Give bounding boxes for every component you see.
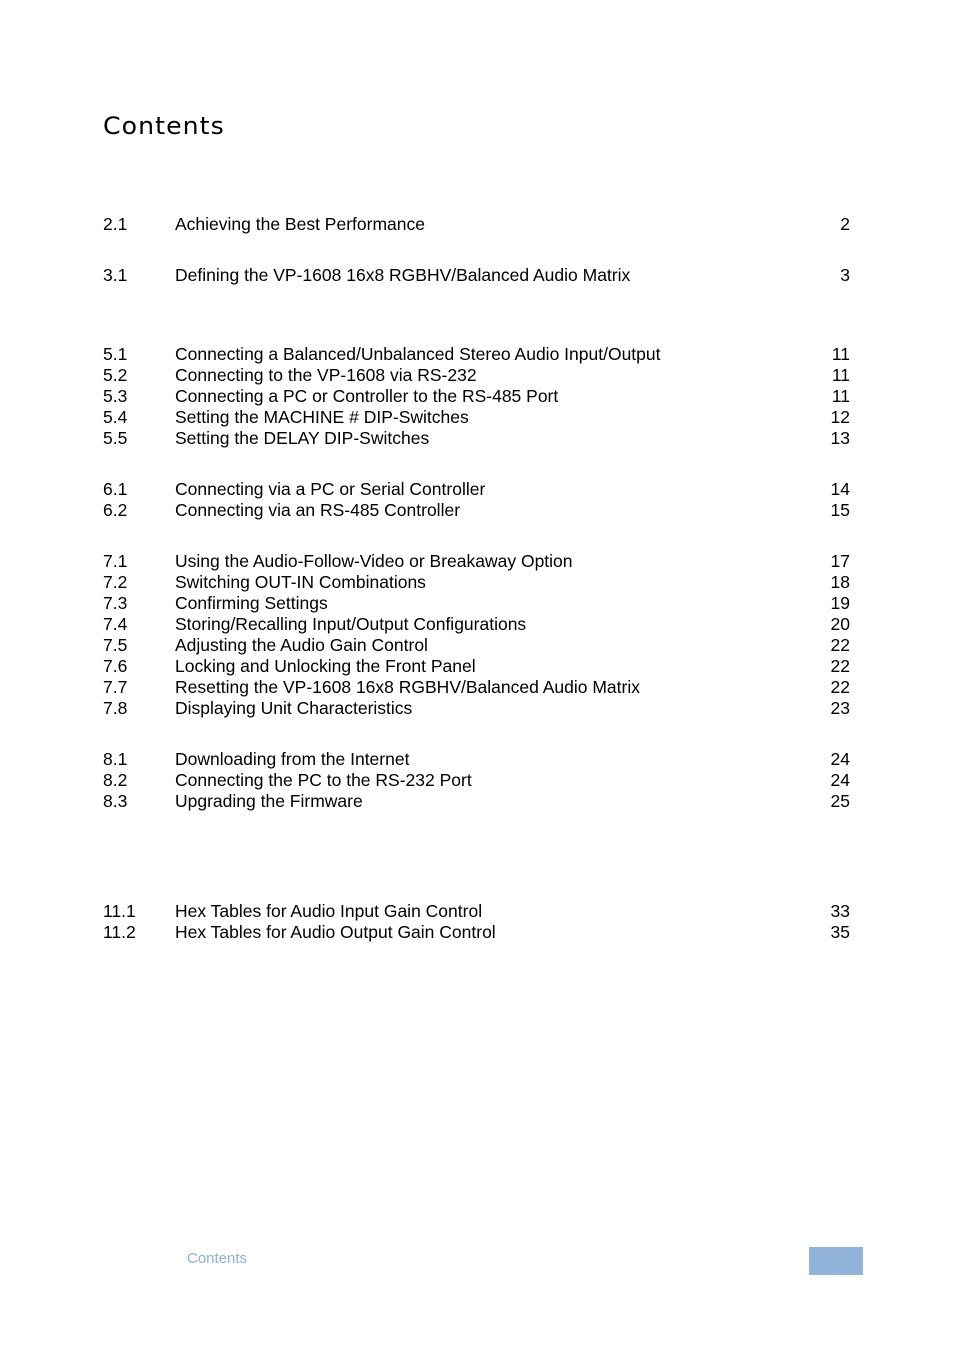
toc-entry-number: 7.2 <box>103 572 128 592</box>
toc-entry[interactable] <box>103 791 850 812</box>
toc-group-spacer <box>103 812 850 901</box>
toc-entry-page: 13 <box>830 428 850 448</box>
toc-entry-title: Downloading from the Internet <box>175 749 410 769</box>
toc-entry-number: 7.1 <box>103 551 128 571</box>
toc-entry-page: 17 <box>830 551 850 571</box>
page-title: Contents <box>103 112 225 140</box>
toc-entry[interactable] <box>103 365 850 386</box>
toc-group <box>103 479 850 521</box>
toc-entry-number: 11.2 <box>103 922 136 942</box>
toc-entry-page: 35 <box>830 922 850 942</box>
toc-entry[interactable] <box>103 265 850 286</box>
toc-entry-page: 18 <box>830 572 850 592</box>
toc-entry-number: 7.4 <box>103 614 128 634</box>
toc-group <box>103 551 850 719</box>
toc-entry-title: Connecting a Balanced/Unbalanced Stereo Audio Input/Output <box>175 344 661 364</box>
footer-section-label: Contents <box>187 1250 248 1267</box>
toc-entry-title: Hex Tables for Audio Input Gain Control <box>175 901 483 921</box>
toc-entry[interactable] <box>103 922 850 943</box>
toc-entry-title: Connecting via an RS-485 Controller <box>175 500 461 520</box>
toc-entry-page: 14 <box>830 479 850 499</box>
toc-entry-title: Using the Audio-Follow-Video or Breakaway Option <box>175 551 573 571</box>
toc-entry-page: 2 <box>840 214 850 234</box>
toc-entry[interactable] <box>103 572 850 593</box>
toc-entry-page: 22 <box>830 656 850 676</box>
toc-group-spacer <box>103 719 850 749</box>
toc-entry[interactable] <box>103 593 850 614</box>
toc-entry[interactable] <box>103 635 850 656</box>
toc-entry[interactable] <box>103 479 850 500</box>
toc-entry-page: 11 <box>831 365 850 385</box>
toc-entry-title: Setting the DELAY DIP-Switches <box>175 428 430 448</box>
toc-entry[interactable] <box>103 428 850 449</box>
toc-group <box>103 214 850 235</box>
toc-entry[interactable] <box>103 614 850 635</box>
toc-entry[interactable] <box>103 698 850 719</box>
toc-entry[interactable] <box>103 656 850 677</box>
toc-group <box>103 265 850 286</box>
toc-entry-number: 6.1 <box>103 479 128 499</box>
toc-entry-title: Connecting the PC to the RS-232 Port <box>175 770 472 790</box>
toc-entry-page: 11 <box>831 386 850 406</box>
toc-entry[interactable] <box>103 770 850 791</box>
toc-entry-title: Upgrading the Firmware <box>175 791 363 811</box>
toc-entry-title: Defining the VP-1608 16x8 RGBHV/Balanced Audio Matrix <box>175 265 631 285</box>
toc-group <box>103 749 850 812</box>
toc-entry-page: 22 <box>830 677 850 697</box>
toc-entry-number: 7.5 <box>103 635 128 655</box>
toc-entry-title: Connecting to the VP-1608 via RS-232 <box>175 365 477 385</box>
toc-entry-page: 25 <box>830 791 850 811</box>
toc-entry[interactable] <box>103 386 850 407</box>
toc-entry-page: 19 <box>830 593 850 613</box>
toc-entry-title: Adjusting the Audio Gain Control <box>175 635 428 655</box>
toc-entry-page: 23 <box>830 698 850 718</box>
toc-group-spacer <box>103 286 850 344</box>
toc-entry-number: 5.5 <box>103 428 128 448</box>
footer-page-tab <box>809 1247 863 1275</box>
toc-group-spacer <box>103 449 850 479</box>
toc-entry-page: 24 <box>830 749 850 769</box>
toc-entry-title: Hex Tables for Audio Output Gain Control <box>175 922 496 942</box>
toc-entry-number: 5.1 <box>103 344 128 364</box>
toc-entry-number: 11.1 <box>103 901 136 921</box>
toc-entry-title: Displaying Unit Characteristics <box>175 698 413 718</box>
toc-entry[interactable] <box>103 901 850 922</box>
toc-entry[interactable] <box>103 344 850 365</box>
toc-entry-page: 24 <box>830 770 850 790</box>
toc-entry[interactable] <box>103 551 850 572</box>
toc-entry-page: 11 <box>831 344 850 364</box>
toc-entry-page: 15 <box>830 500 850 520</box>
toc-entry-number: 2.1 <box>103 214 128 234</box>
toc-entry-number: 5.2 <box>103 365 128 385</box>
table-of-contents <box>103 214 850 943</box>
toc-entry-number: 8.3 <box>103 791 128 811</box>
toc-group-spacer <box>103 521 850 551</box>
toc-group <box>103 344 850 449</box>
toc-entry-page: 12 <box>830 407 850 427</box>
toc-entry-number: 7.7 <box>103 677 128 697</box>
toc-entry-number: 8.2 <box>103 770 128 790</box>
toc-entry[interactable] <box>103 677 850 698</box>
toc-entry-title: Switching OUT-IN Combinations <box>175 572 426 592</box>
toc-entry[interactable] <box>103 214 850 235</box>
toc-entry-title: Connecting via a PC or Serial Controller <box>175 479 486 499</box>
toc-entry-number: 7.8 <box>103 698 128 718</box>
toc-entry[interactable] <box>103 500 850 521</box>
toc-entry-title: Locking and Unlocking the Front Panel <box>175 656 476 676</box>
toc-entry-title: Storing/Recalling Input/Output Configurations <box>175 614 527 634</box>
toc-entry-number: 5.4 <box>103 407 128 427</box>
toc-entry-title: Resetting the VP-1608 16x8 RGBHV/Balanced Audio Matrix <box>175 677 640 697</box>
toc-entry-page: 22 <box>830 635 850 655</box>
toc-entry[interactable] <box>103 749 850 770</box>
toc-group-spacer <box>103 235 850 265</box>
toc-entry-title: Achieving the Best Performance <box>175 214 425 234</box>
toc-entry[interactable] <box>103 407 850 428</box>
toc-entry-title: Connecting a PC or Controller to the RS-485 Port <box>175 386 559 406</box>
toc-entry-number: 3.1 <box>103 265 128 285</box>
toc-entry-title: Setting the MACHINE # DIP-Switches <box>175 407 469 427</box>
toc-entry-title: Confirming Settings <box>175 593 328 613</box>
toc-entry-number: 6.2 <box>103 500 128 520</box>
toc-group <box>103 901 850 943</box>
toc-entry-number: 7.6 <box>103 656 128 676</box>
toc-entry-number: 8.1 <box>103 749 128 769</box>
toc-entry-page: 3 <box>840 265 850 285</box>
toc-entry-number: 5.3 <box>103 386 128 406</box>
toc-entry-page: 20 <box>830 614 850 634</box>
toc-entry-number: 7.3 <box>103 593 128 613</box>
toc-entry-page: 33 <box>830 901 850 921</box>
